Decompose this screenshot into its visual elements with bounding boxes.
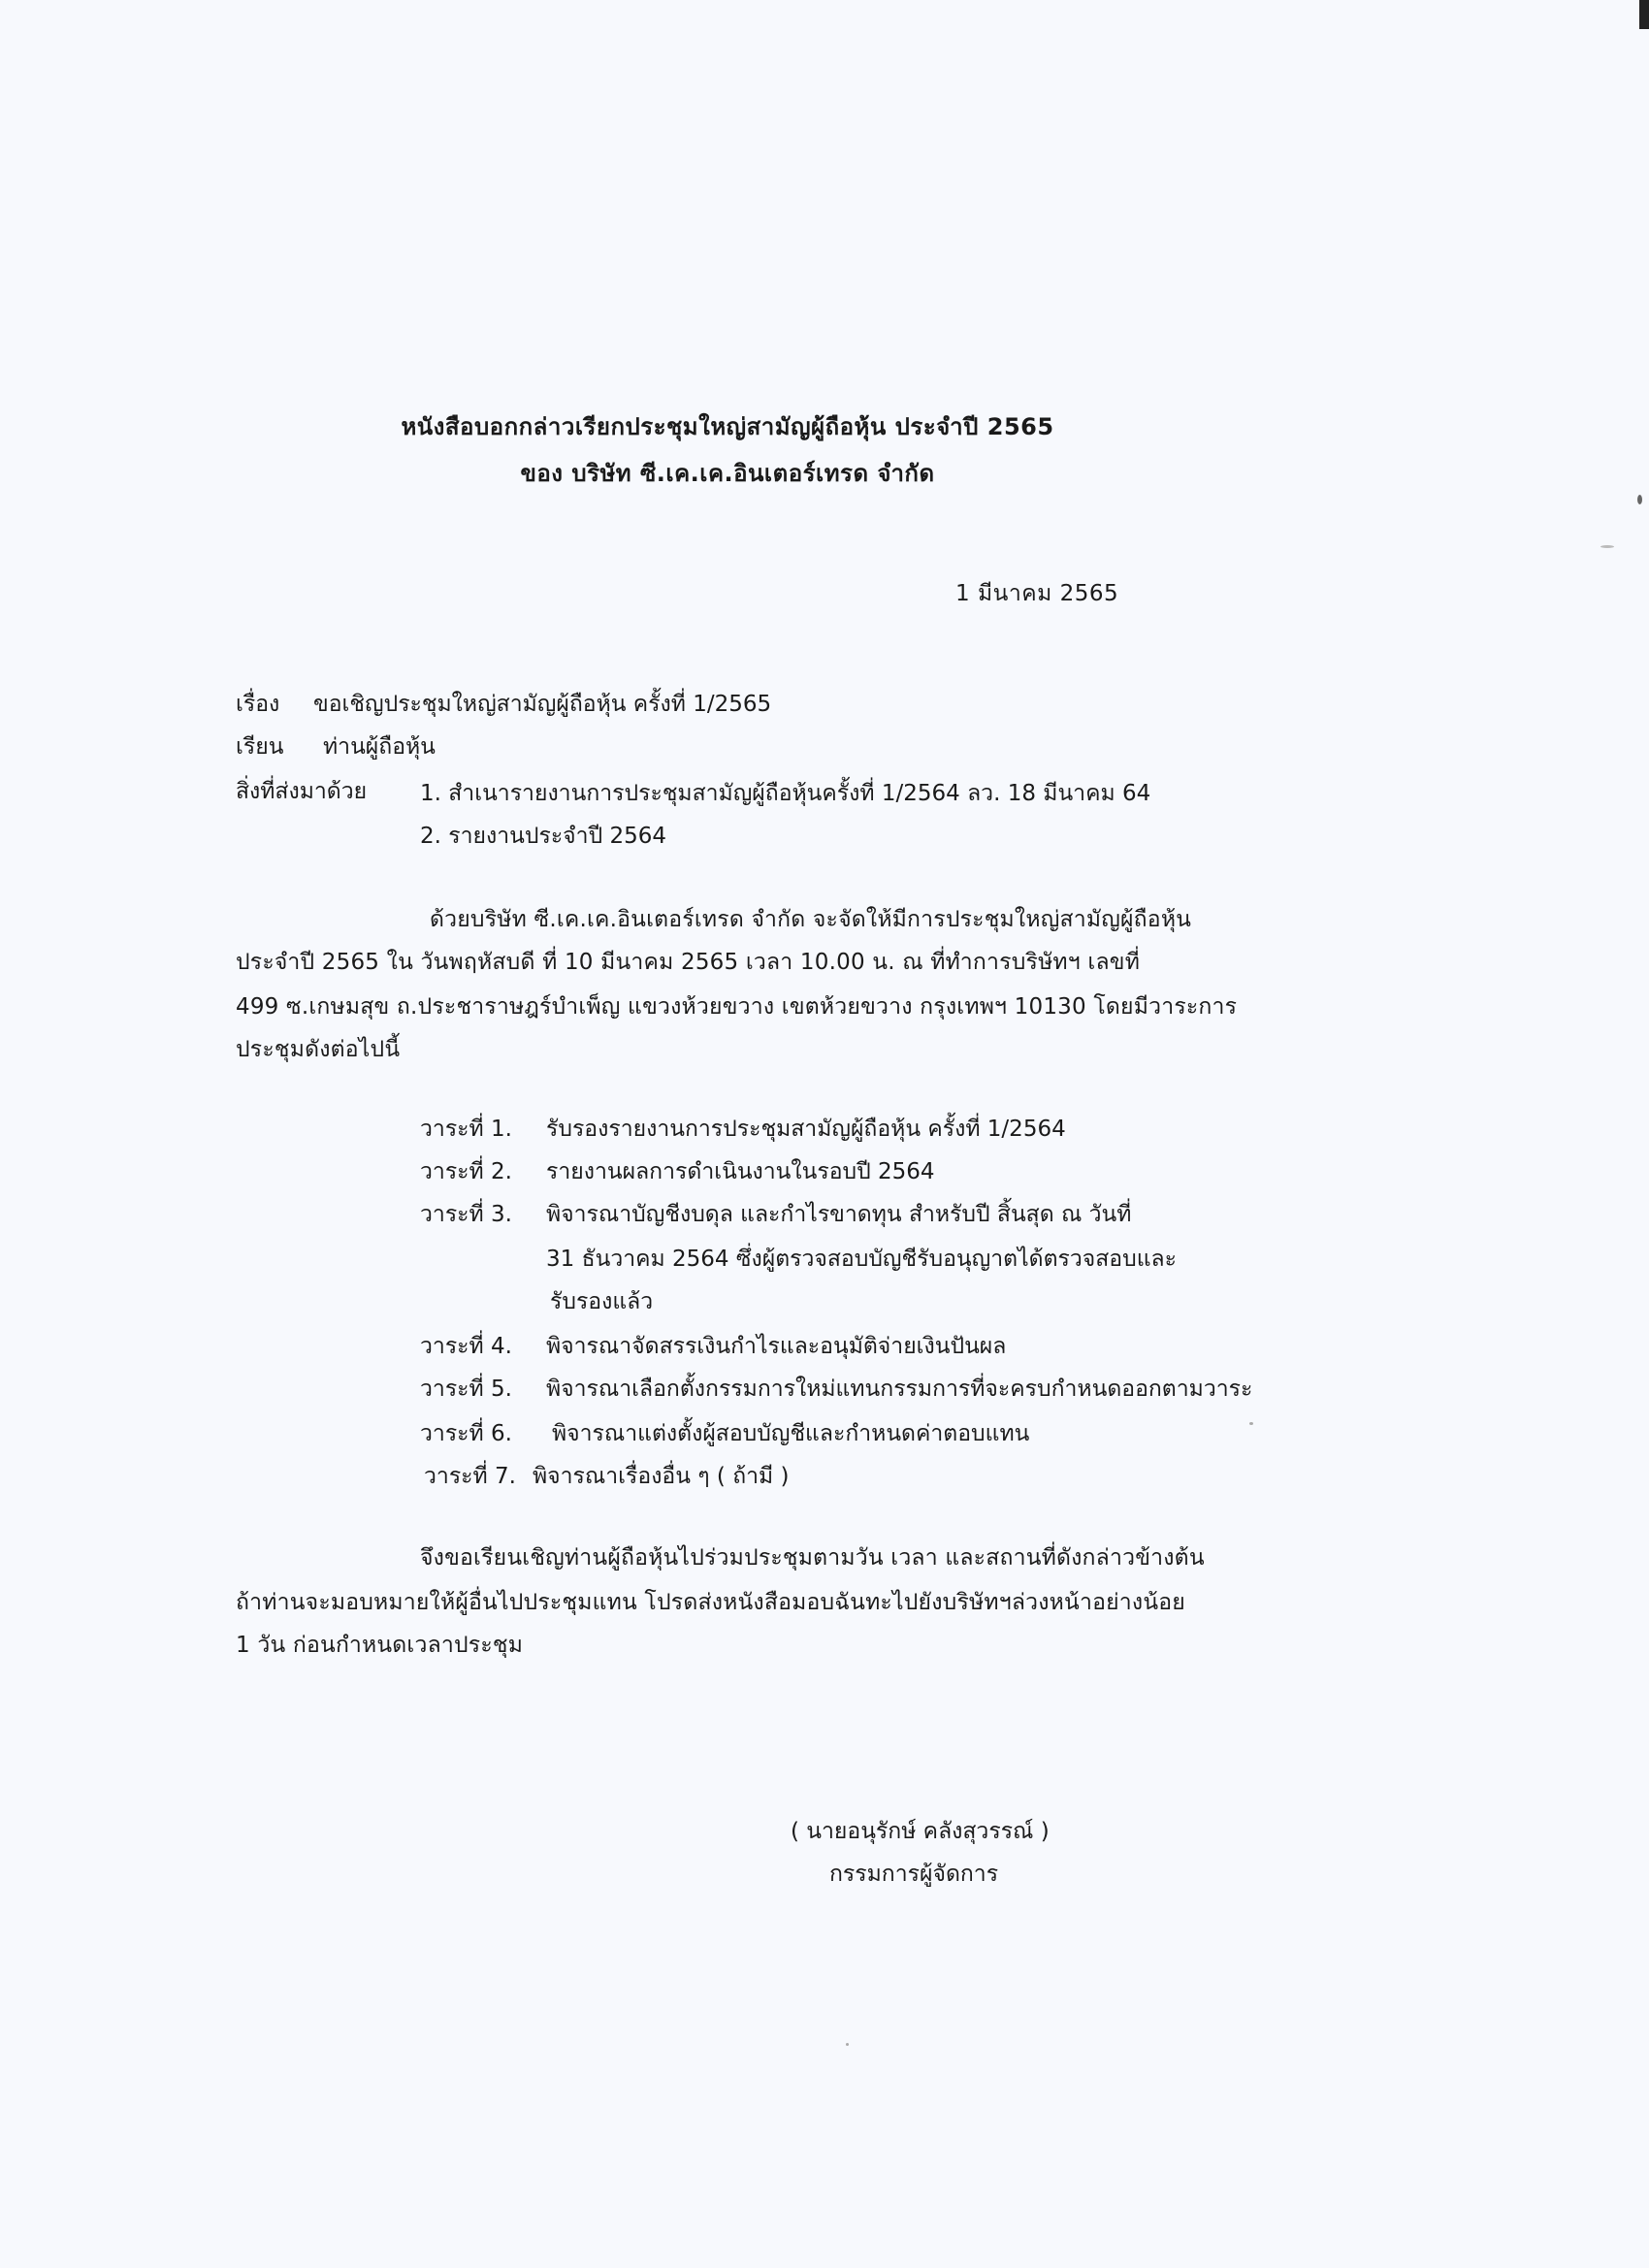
agenda-4-text: พิจารณาจัดสรรเงินกำไรและอนุมัติจ่ายเงินปันผล [546,1334,1007,1359]
agenda-6-number: วาระที่ 6. [420,1421,512,1446]
agenda-6-text: พิจารณาแต่งตั้งผู้สอบบัญชีและกำหนดค่าตอบแทน [552,1421,1030,1446]
scan-speck [1600,545,1614,548]
enclosure-item-1: 1. สำเนารายงานการประชุมสามัญผู้ถือหุ้นครั้งที่ 1/2564 ลว. 18 มีนาคม 64 [420,781,1151,806]
agenda-2-number: วาระที่ 2. [420,1159,512,1184]
agenda-4-number: วาระที่ 4. [420,1334,512,1359]
agenda-2-text: รายงานผลการดำเนินงานในรอบปี 2564 [546,1159,935,1184]
document-title: หนังสือบอกกล่าวเรียกประชุมใหญ่สามัญผู้ถือหุ้น ประจำปี 2565 [401,413,1054,440]
to-text: ท่านผู้ถือหุ้น [323,734,436,760]
agenda-7-text: พิจารณาเรื่องอื่น ๆ ( ถ้ามี ) [533,1464,790,1489]
scan-speck [1637,495,1642,504]
signatory-position: กรรมการผู้จัดการ [829,1862,999,1887]
intro-line-3: 499 ซ.เกษมสุข ถ.ประชาราษฎร์บำเพ็ญ แขวงห้วยขวาง เขตห้วยขวาง กรุงเทพฯ 10130 โดยมีวาระการ [236,994,1238,1020]
signatory-name: ( นายอนุรักษ์ คลังสุวรรณ์ ) [791,1819,1050,1844]
agenda-3-text-line-1: พิจารณาบัญชีงบดุล และกำไรขาดทุน สำหรับปี สิ้นสุด ณ วันที่ [546,1202,1132,1227]
subject-label: เรื่อง [236,692,280,717]
company-name: ของ บริษัท ซี.เค.เค.อินเตอร์เทรด จำกัด [520,460,935,487]
agenda-1-number: วาระที่ 1. [420,1117,512,1142]
intro-line-1: ด้วยบริษัท ซี.เค.เค.อินเตอร์เทรด จำกัด จะจัดให้มีการประชุมใหญ่สามัญผู้ถือหุ้น [430,907,1192,932]
document-date: 1 มีนาคม 2565 [955,581,1119,606]
agenda-3-text-line-2: 31 ธันวาคม 2564 ซึ่งผู้ตรวจสอบบัญชีรับอนุญาตได้ตรวจสอบและ [546,1247,1177,1272]
intro-line-2: ประจำปี 2565 ใน วันพฤหัสบดี ที่ 10 มีนาคม 2565 เวลา 10.00 น. ณ ที่ทำการบริษัทฯ เลขที่ [236,950,1141,975]
agenda-3-number: วาระที่ 3. [420,1202,512,1227]
enclosure-item-2: 2. รายงานประจำปี 2564 [420,824,667,849]
closing-line-1: จึงขอเรียนเชิญท่านผู้ถือหุ้นไปร่วมประชุมตามวัน เวลา และสถานที่ดังกล่าวข้างต้น [420,1545,1205,1571]
agenda-5-text: พิจารณาเลือกตั้งกรรมการใหม่แทนกรรมการที่จะครบกำหนดออกตามวาระ [546,1377,1253,1402]
enclosures-label: สิ่งที่ส่งมาด้วย [236,779,368,804]
subject-text: ขอเชิญประชุมใหญ่สามัญผู้ถือหุ้น ครั้งที่ 1/2565 [313,692,772,717]
agenda-1-text: รับรองรายงานการประชุมสามัญผู้ถือหุ้น ครั้งที่ 1/2564 [546,1117,1066,1142]
scan-speck [1249,1422,1253,1425]
agenda-7-number: วาระที่ 7. [424,1464,516,1489]
closing-line-2: ถ้าท่านจะมอบหมายให้ผู้อื่นไปประชุมแทน โปรดส่งหนังสือมอบฉันทะไปยังบริษัทฯล่วงหน้าอย่างน้อย [236,1590,1185,1615]
intro-line-4: ประชุมดังต่อไปนี้ [236,1037,401,1062]
agenda-5-number: วาระที่ 5. [420,1377,512,1402]
closing-line-3: 1 วัน ก่อนกำหนดเวลาประชุม [236,1633,524,1658]
scan-speck [846,2043,849,2046]
agenda-3-text-line-3: รับรองแล้ว [550,1289,654,1314]
scan-edge-mark [1639,0,1649,29]
to-label: เรียน [236,734,284,760]
